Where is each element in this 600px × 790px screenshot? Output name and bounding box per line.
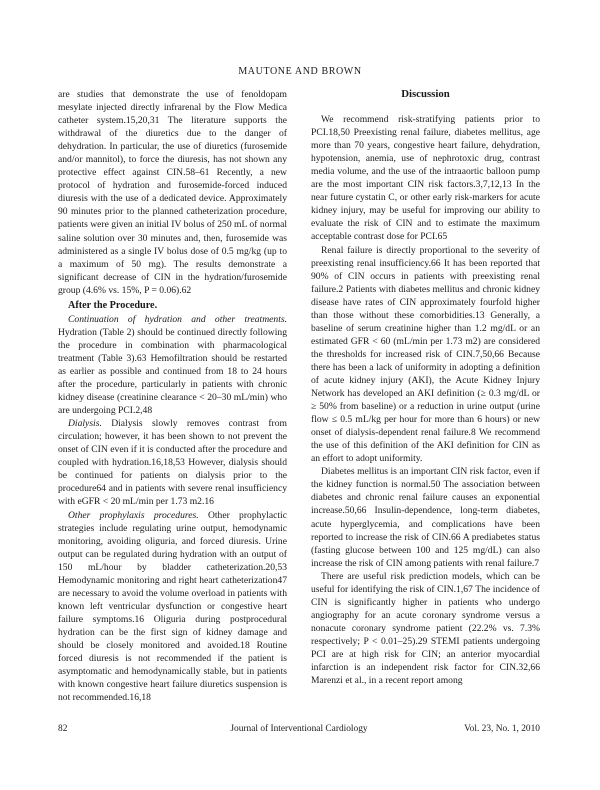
paragraph-dialysis <box>58 417 287 508</box>
dialysis-text: Dialysis slowly removes contrast from circulation; however, it has been shown to not prevent the onset of CIN even if it is conducted after the procedure and coupled with hydration.16,18,53 However, dialysis should be continued for patients on dialysis prior to the procedure64 and in patients with severe renal insufficiency with eGFR < 20 mL/min per 1.73 m2.16 <box>58 418 287 508</box>
section-heading-after-procedure: After the Procedure. <box>68 299 158 311</box>
hydration-text: Hydration (Table 2) should be continued directly following the procedure in combination with pharmacological treatment (Table 3).63 Hemofiltration should be restarted as earlier as possible and continued from 18 to 24 hours after the procedure, particularly in patients with chronic kidney disease (creatinine clearance < 20–30 mL/min) who are undergoing PCI.2,48 <box>58 326 287 417</box>
running-head: MAUTONE AND BROWN <box>238 66 362 77</box>
paragraph-diuretics: are studies that demonstrate the use of fenoldopam mesylate injected directly infrarenal by the Flow Medica catheter system.15,20,31 The literature supports the withdrawal of the diuretics due to the danger of dehydration. In particular, the use of diuretics (furosemide and/or mannitol), to force the diuresis, has not shown any protective effect against CIN.58–61 Recently, a new protocol of hydration and furosemide-forced induced diuresis with the use of a dedicated device. Approximately 90 minutes prior to the planned catheterization procedure, patients were given an initial IV bolus of 250 mL of normal saline solution over 30 minutes and, then, furosemide was administered as a single IV bolus dose of 0.5 mg/kg (up to a maximum of 50 mg). The results demonstrate a significant decrease of CIN in the hydration/furosemide group (4.6% vs. 15%, P = 0.06).62 <box>58 89 287 296</box>
section-heading-discussion: Discussion <box>401 88 450 100</box>
journal-name: Journal of Interventional Cardiology <box>230 724 368 734</box>
paragraph-risk-stratify: We recommend risk-stratifying patients prior to PCI.18,50 Preexisting renal failure, diabetes mellitus, age more than 70 years, congestive heart failure, dehydration, hypotension, anemia, use of nephrotoxic drug, contrast media volume, and the use of the intraaortic balloon pump are the most important CIN risk factors.3,7,12,13 In the near future cystatin C, or other early risk-markers for acute kidney injury, may be useful for improving our ability to evaluate the risk of CIN and to estimate the maximum acceptable contrast dose for PCI.65 <box>311 114 540 243</box>
volume-info: Vol. 23, No. 1, 2010 <box>464 724 540 734</box>
paragraph-risk-models: There are useful risk prediction models, which can be useful for identifying the risk of CIN.1,67 The incidence of CIN is significantly higher in patients who undergo angiography for an acute coronary syndrome versus a nonacute coronary syndrome patient (22.2% vs. 7.3% respectively; P < 0.01–25).29 STEMI patients undergoing PCI are at high risk for CIN; an anterior myocardial infarction is an independent risk factor for CIN.32,66 Marenzi et al., in a recent report among <box>311 570 540 687</box>
paragraph-hydration <box>58 313 287 417</box>
right-column <box>311 88 540 687</box>
other-text: Other prophylactic strategies include regulating urine output, hemodynamic monitoring, avoiding oliguria, and forced diuresis. Urine output can be regulated during hydration with an output of 150 mL/hour by bladder catheterization.20,53 Hemodynamic monitoring and right heart catheterization47 are necessary to avoid the volume overload in patients with known left ventricular dysfunction or congestive heart failure symptoms.16 Oliguria during postprocedural hydration can be the first sign of kidney damage and should be closely monitored and avoided.18 Routine forced diuresis is not recommended if the patient is asymptomatic and hemodynamically stable, but in patients with known congestive heart failure diuretics suspension is not recommended.16,18 <box>58 509 287 704</box>
left-column <box>58 88 287 704</box>
paragraph-other-prophylaxis <box>58 509 287 705</box>
paragraph-renal-failure: Renal failure is directly proportional to the severity of preexisting renal insufficiency.66 It has been reported that 90% of CIN occurs in patients with preexisting renal failure.2 Patients with diabetes mellitus and chronic kidney disease have rates of CIN approximately fourfold higher than those without these comorbidities.13 Generally, a baseline of serum creatinine higher than 1.2 mg/dL or an estimated GFR < 60 (mL/min per 1.73 m2) are considered the thresholds for increased risk of CIN.7,50,66 Because there has been a lack of uniformity in adopting a definition of acute kidney injury (AKI), the Acute Kidney Injury Network has developed an AKI definition (≥ 0.3 mg/dL or ≥ 50% from baseline) or a reduction in urine output (urine flow ≤ 0.5 mL/kg per hour for more than 6 hours) or new onset of dialysis-dependent renal failure.8 We recommend the use of this definition of the AKI definition for CIN as an effort to adopt uniformity. <box>311 244 540 465</box>
runin-hydration-title: Continuation of hydration and other treatments. <box>68 313 287 325</box>
page-number: 82 <box>58 724 68 734</box>
paragraph-diabetes: Diabetes mellitus is an important CIN risk factor, even if the kidney function is normal.50 The association between diabetes and chronic renal failure causes an exponential increase.50,66 Insulin-dependence, long-term diabetes, acute hyperglycemia, and complications have been reported to increase the risk of CIN.66 A prediabetes status (fasting glucose between 100 and 125 mg/dL) can also increase the risk of CIN among patients with renal failure.7 <box>311 466 540 569</box>
runin-other-title: Other prophylaxis procedures. <box>68 509 199 521</box>
runin-dialysis-title: Dialysis. <box>68 418 102 430</box>
